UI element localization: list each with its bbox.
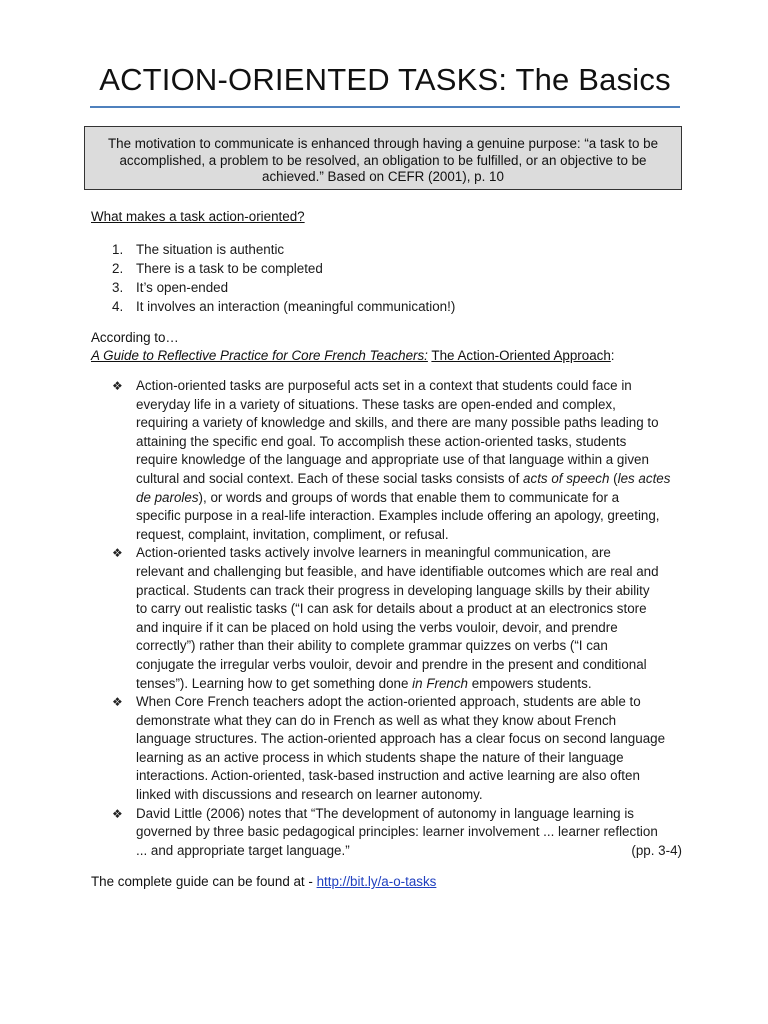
text-line: [136, 675, 692, 694]
text-run: ), or words and groups of words that enable them to communicate for a: [198, 489, 620, 505]
text-line: requiring a variety of knowledge and skills, and there are many possible paths leading to: [136, 415, 659, 431]
diamond-bullet-icon: ❖: [112, 695, 123, 710]
criteria-list: [112, 240, 455, 316]
bullet-list: [112, 377, 692, 860]
bullet-item: [112, 377, 692, 544]
bullet-item: [112, 805, 692, 861]
text-line: governed by three basic pedagogical principles: learner involvement ... learner reflection: [136, 824, 658, 840]
guide-title: A Guide to Reflective Practice for Core French Teachers:: [91, 348, 428, 363]
callout-line: accomplished, a problem to be resolved, an obligation to be fulfilled, or an objective to be: [119, 152, 647, 168]
text-line: interactions. Action-oriented, task-based instruction and active learning are also often: [136, 768, 640, 784]
bullet-item: [112, 544, 692, 693]
list-number: 4.: [112, 299, 124, 314]
footer-text: The complete guide can be found at -: [91, 874, 317, 889]
callout-line: achieved.” Based on CEFR (2001), p. 10: [262, 169, 504, 184]
list-number: 3.: [112, 280, 124, 295]
text-line: request, complaint, invitation, compliment, or refusal.: [136, 526, 449, 542]
guide-subtitle: The Action-Oriented Approach: [431, 348, 611, 363]
callout-line: The motivation to communicate is enhanced through having a genuine purpose: “a task to be: [107, 136, 659, 151]
text-run: tenses”). Learning how to get something done: [136, 675, 413, 691]
text-line: and inquire if it can be placed on hold using the verbs vouloir, devoir, and prendre: [136, 619, 618, 635]
text-line: [136, 489, 692, 508]
text-line: When Core French teachers adopt the action-oriented approach, students are able to: [136, 694, 641, 710]
text-line: [136, 842, 692, 861]
text-line: language structures. The action-oriented approach has a clear focus on second language: [136, 731, 666, 747]
italic-term: acts of speech: [523, 470, 610, 486]
text-line: correctly”) rather than their ability to complete grammar quizzes on verbs (“I can: [136, 638, 608, 654]
italic-term: in French: [412, 675, 468, 691]
title-underline-rule: [90, 106, 680, 108]
diamond-bullet-icon: ❖: [112, 379, 123, 393]
list-text: It’s open-ended: [136, 280, 229, 295]
text-line: linked with discussions and research on learner autonomy.: [136, 787, 483, 803]
quote-callout-box: [84, 126, 682, 190]
diamond-bullet-icon: ❖: [112, 546, 123, 561]
guide-link[interactable]: http://bit.ly/a-o-tasks: [316, 874, 437, 889]
text-line: conjugate the irregular verbs vouloir, devoir and prendre in the present and conditional: [136, 656, 647, 672]
list-text: The situation is authentic: [136, 242, 285, 257]
section-question: What makes a task action-oriented?: [91, 209, 305, 224]
list-item: [112, 278, 455, 297]
page-reference: (pp. 3-4): [631, 842, 682, 858]
italic-term: les actes: [617, 470, 671, 486]
guide-colon: :: [610, 348, 615, 363]
text-line: practical. Students can track their progress in developing language skills by their ability: [136, 582, 650, 598]
text-line: learning as an active process in which students shape the nature of their language: [136, 749, 624, 765]
text-line: David Little (2006) notes that “The development of autonomy in language learning is: [136, 805, 634, 821]
list-item: [112, 240, 455, 259]
text-line: everyday life in a variety of situations. These tasks are open-ended and complex,: [136, 396, 616, 412]
text-line: attaining the specific end goal. To accomplish these action-oriented tasks, students: [136, 433, 627, 449]
list-item: [112, 259, 455, 278]
text-line: to carry out realistic tasks (“I can ask for details about a product at an electronics store: [136, 601, 647, 617]
text-line: Action-oriented tasks are purposeful acts set in a context that students could face in: [136, 378, 632, 393]
list-text: It involves an interaction (meaningful communication!): [136, 299, 456, 314]
text-run: cultural and social context. Each of these social tasks consists of: [136, 470, 524, 486]
page-title: ACTION-ORIENTED TASKS: The Basics: [99, 62, 671, 97]
text-line: require knowledge of the language and appropriate use of that language within a given: [136, 452, 649, 468]
list-text: There is a task to be completed: [136, 261, 323, 276]
text-line: specific purpose in a real-life interaction. Examples include offering an apology, greeting,: [136, 508, 660, 524]
footer-note: [91, 873, 436, 892]
list-number: 1.: [112, 242, 124, 257]
text-run: (: [609, 470, 618, 486]
bullet-item: [112, 693, 692, 805]
text-run: empowers students.: [468, 675, 592, 691]
italic-term: de paroles: [136, 489, 199, 505]
guide-citation: [91, 347, 615, 366]
text-line: demonstrate what they can do in French as well as what they know about French: [136, 712, 617, 728]
text-run: ... and appropriate target language.”: [136, 842, 350, 858]
diamond-bullet-icon: ❖: [112, 806, 123, 821]
text-line: [136, 470, 692, 489]
text-line: Action-oriented tasks actively involve learners in meaningful communication, are: [136, 545, 611, 561]
list-item: [112, 297, 455, 316]
text-line: relevant and challenging but feasible, and have identifiable outcomes which are real and: [136, 563, 659, 579]
according-to-label: According to…: [91, 330, 179, 345]
list-number: 2.: [112, 261, 124, 276]
